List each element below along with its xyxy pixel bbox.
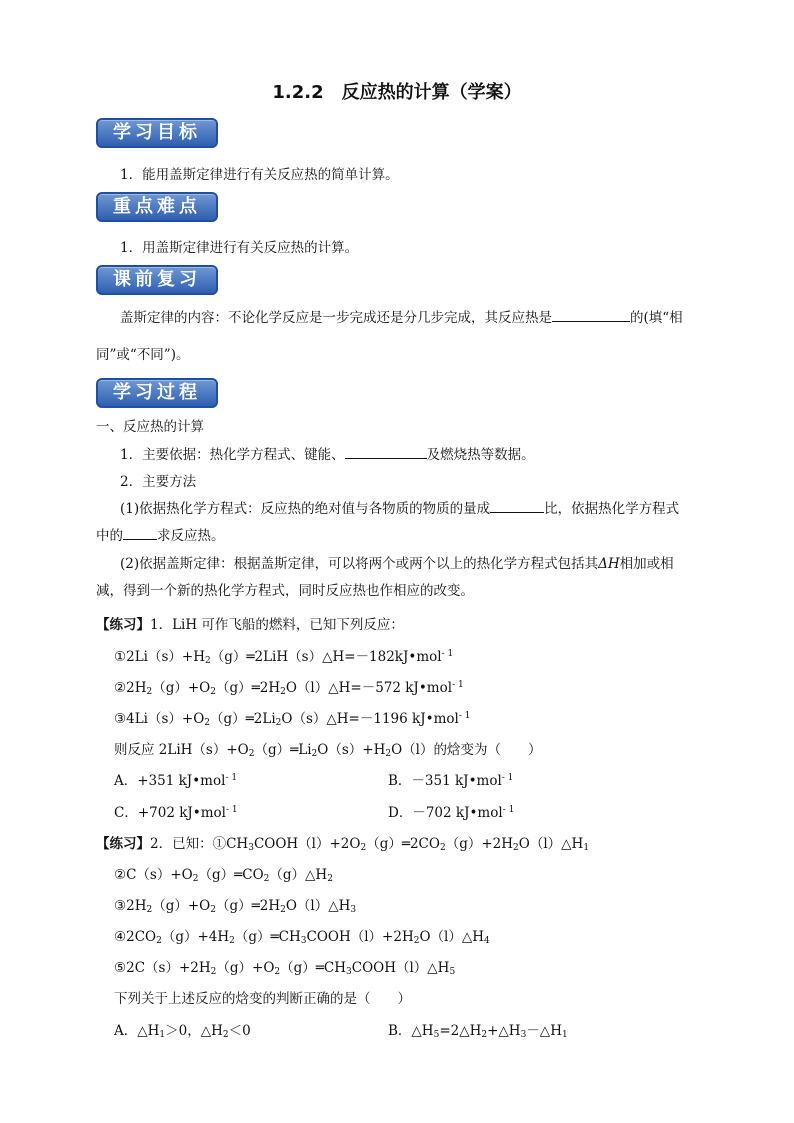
answer-blank[interactable] bbox=[123, 526, 157, 540]
ex2-option-b[interactable]: B．$\triangle H_5=2\triangle H_2+\triangle H_3-\triangle H_1$ bbox=[388, 1023, 568, 1040]
ex1-option-c[interactable]: C．+702 kJ•mol$^{- 1}$ bbox=[114, 805, 238, 821]
ex2-reaction-4: $④2CO_2(g)+4H_2(g)═CH_3COOH(l)+2H_2O(l)\triangle H_4$ bbox=[114, 929, 490, 946]
ex2-reaction-2: $②C(s)+O_2(g)═CO_2(g)\triangle H_2$ bbox=[114, 867, 333, 884]
m2-text-b: 相加或相 bbox=[619, 556, 674, 572]
ex1-reaction-1: $①2Li(s)+H_2(g)═2LiH(s)\triangle H=-182kJ•mol^{- 1}$ bbox=[114, 649, 454, 666]
objectives-item: 1．能用盖斯定律进行有关反应热的简单计算。 bbox=[120, 167, 399, 183]
process-heading: 一、反应热的计算 bbox=[96, 419, 204, 435]
method-1-line-2 bbox=[96, 524, 225, 544]
exercise-1-text: 1．LiH 可作飞船的燃料，已知下列反应： bbox=[150, 617, 404, 633]
m1-text-c: 中的 bbox=[96, 528, 123, 544]
ex1-option-a[interactable]: A．+351 kJ•mol$^{- 1}$ bbox=[114, 773, 238, 789]
section-badge-review: 课前复习 bbox=[96, 265, 218, 295]
review-text-a: 盖斯定律的内容：不论化学反应是一步完成还是分几步完成，其反应热是 bbox=[120, 310, 552, 326]
method-2-line-1 bbox=[120, 552, 674, 572]
page-title: 1.2.2 反应热的计算（学案） bbox=[272, 82, 522, 103]
ex2-option-a[interactable]: A．$\triangle H_1>0$，$\triangle H_2<0$ bbox=[114, 1023, 251, 1040]
exercise-1-intro bbox=[96, 613, 404, 633]
answer-blank[interactable] bbox=[552, 308, 630, 322]
ex2-reaction-5: $⑤2C(s)+2H_2(g)+O_2(g)═CH_3COOH(l)\triangle H_5$ bbox=[114, 960, 456, 977]
answer-blank[interactable] bbox=[345, 445, 427, 459]
m1-text-b: 比，依据热化学方程式 bbox=[544, 501, 680, 517]
section-badge-key-points: 重点难点 bbox=[96, 192, 218, 222]
basis-text-a: 1．主要依据：热化学方程式、键能、 bbox=[120, 447, 345, 463]
method-2-line-2: 减，得到一个新的热化学方程式，同时反应热也作相应的改变。 bbox=[96, 583, 474, 599]
m1-text-d: 求反应热。 bbox=[157, 528, 225, 544]
method-1-line-1 bbox=[120, 497, 679, 517]
section-badge-objectives: 学习目标 bbox=[96, 118, 218, 148]
basis-text-b: 及燃烧热等数据。 bbox=[426, 447, 535, 463]
key-points-item: 1．用盖斯定律进行有关反应热的计算。 bbox=[120, 240, 359, 256]
review-line-2: 同”或“不同”)。 bbox=[96, 347, 190, 363]
section-badge-process: 学习过程 bbox=[96, 378, 218, 408]
m1-text-a: (1)依据热化学方程式：反应热的绝对值与各物质的物质的量成 bbox=[120, 501, 491, 517]
answer-blank[interactable] bbox=[490, 499, 544, 513]
ex1-question: 则反应 $2LiH(s)+O_2(g)═Li_2O(s)+H_2O(l)$的焓变为（ ） bbox=[114, 742, 542, 759]
process-method: 2．主要方法 bbox=[120, 474, 197, 490]
exercise-label: 【练习】 bbox=[96, 617, 150, 633]
delta-h-symbol: ΔH bbox=[598, 556, 620, 572]
review-line-1 bbox=[120, 306, 683, 326]
exercise-label: 【练习】 bbox=[96, 836, 150, 852]
ex2-reaction-3: $③2H_2(g)+O_2(g)═2H_2O(l)\triangle H_3$ bbox=[114, 898, 357, 915]
exercise-2-intro: 【练习】2．已知：$①CH_3COOH(l)+2O_2(g)═2CO_2(g)+2H_2O(l)\triangle H_1$ bbox=[96, 836, 590, 853]
ex1-reaction-3: $③4Li(s)+O_2(g)═2Li_2O(s)\triangle H=-1196$ kJ•mol$^{- 1}$ bbox=[114, 711, 471, 728]
ex1-reaction-2: $②2H_2(g)+O_2(g)═2H_2O(l)\triangle H=-572$ kJ•mol$^{- 1}$ bbox=[114, 680, 464, 697]
process-basis bbox=[120, 443, 535, 463]
m2-text-a: (2)依据盖斯定律：根据盖斯定律，可以将两个或两个以上的热化学方程式包括其 bbox=[120, 556, 599, 572]
ex1-option-b[interactable]: B．－351 kJ•mol$^{- 1}$ bbox=[388, 773, 514, 789]
ex2-question: 下列关于上述反应的焓变的判断正确的是（ ） bbox=[114, 991, 411, 1007]
ex1-option-d[interactable]: D．－702 kJ•mol$^{- 1}$ bbox=[388, 805, 515, 821]
review-text-b: 的(填“相 bbox=[630, 310, 683, 326]
